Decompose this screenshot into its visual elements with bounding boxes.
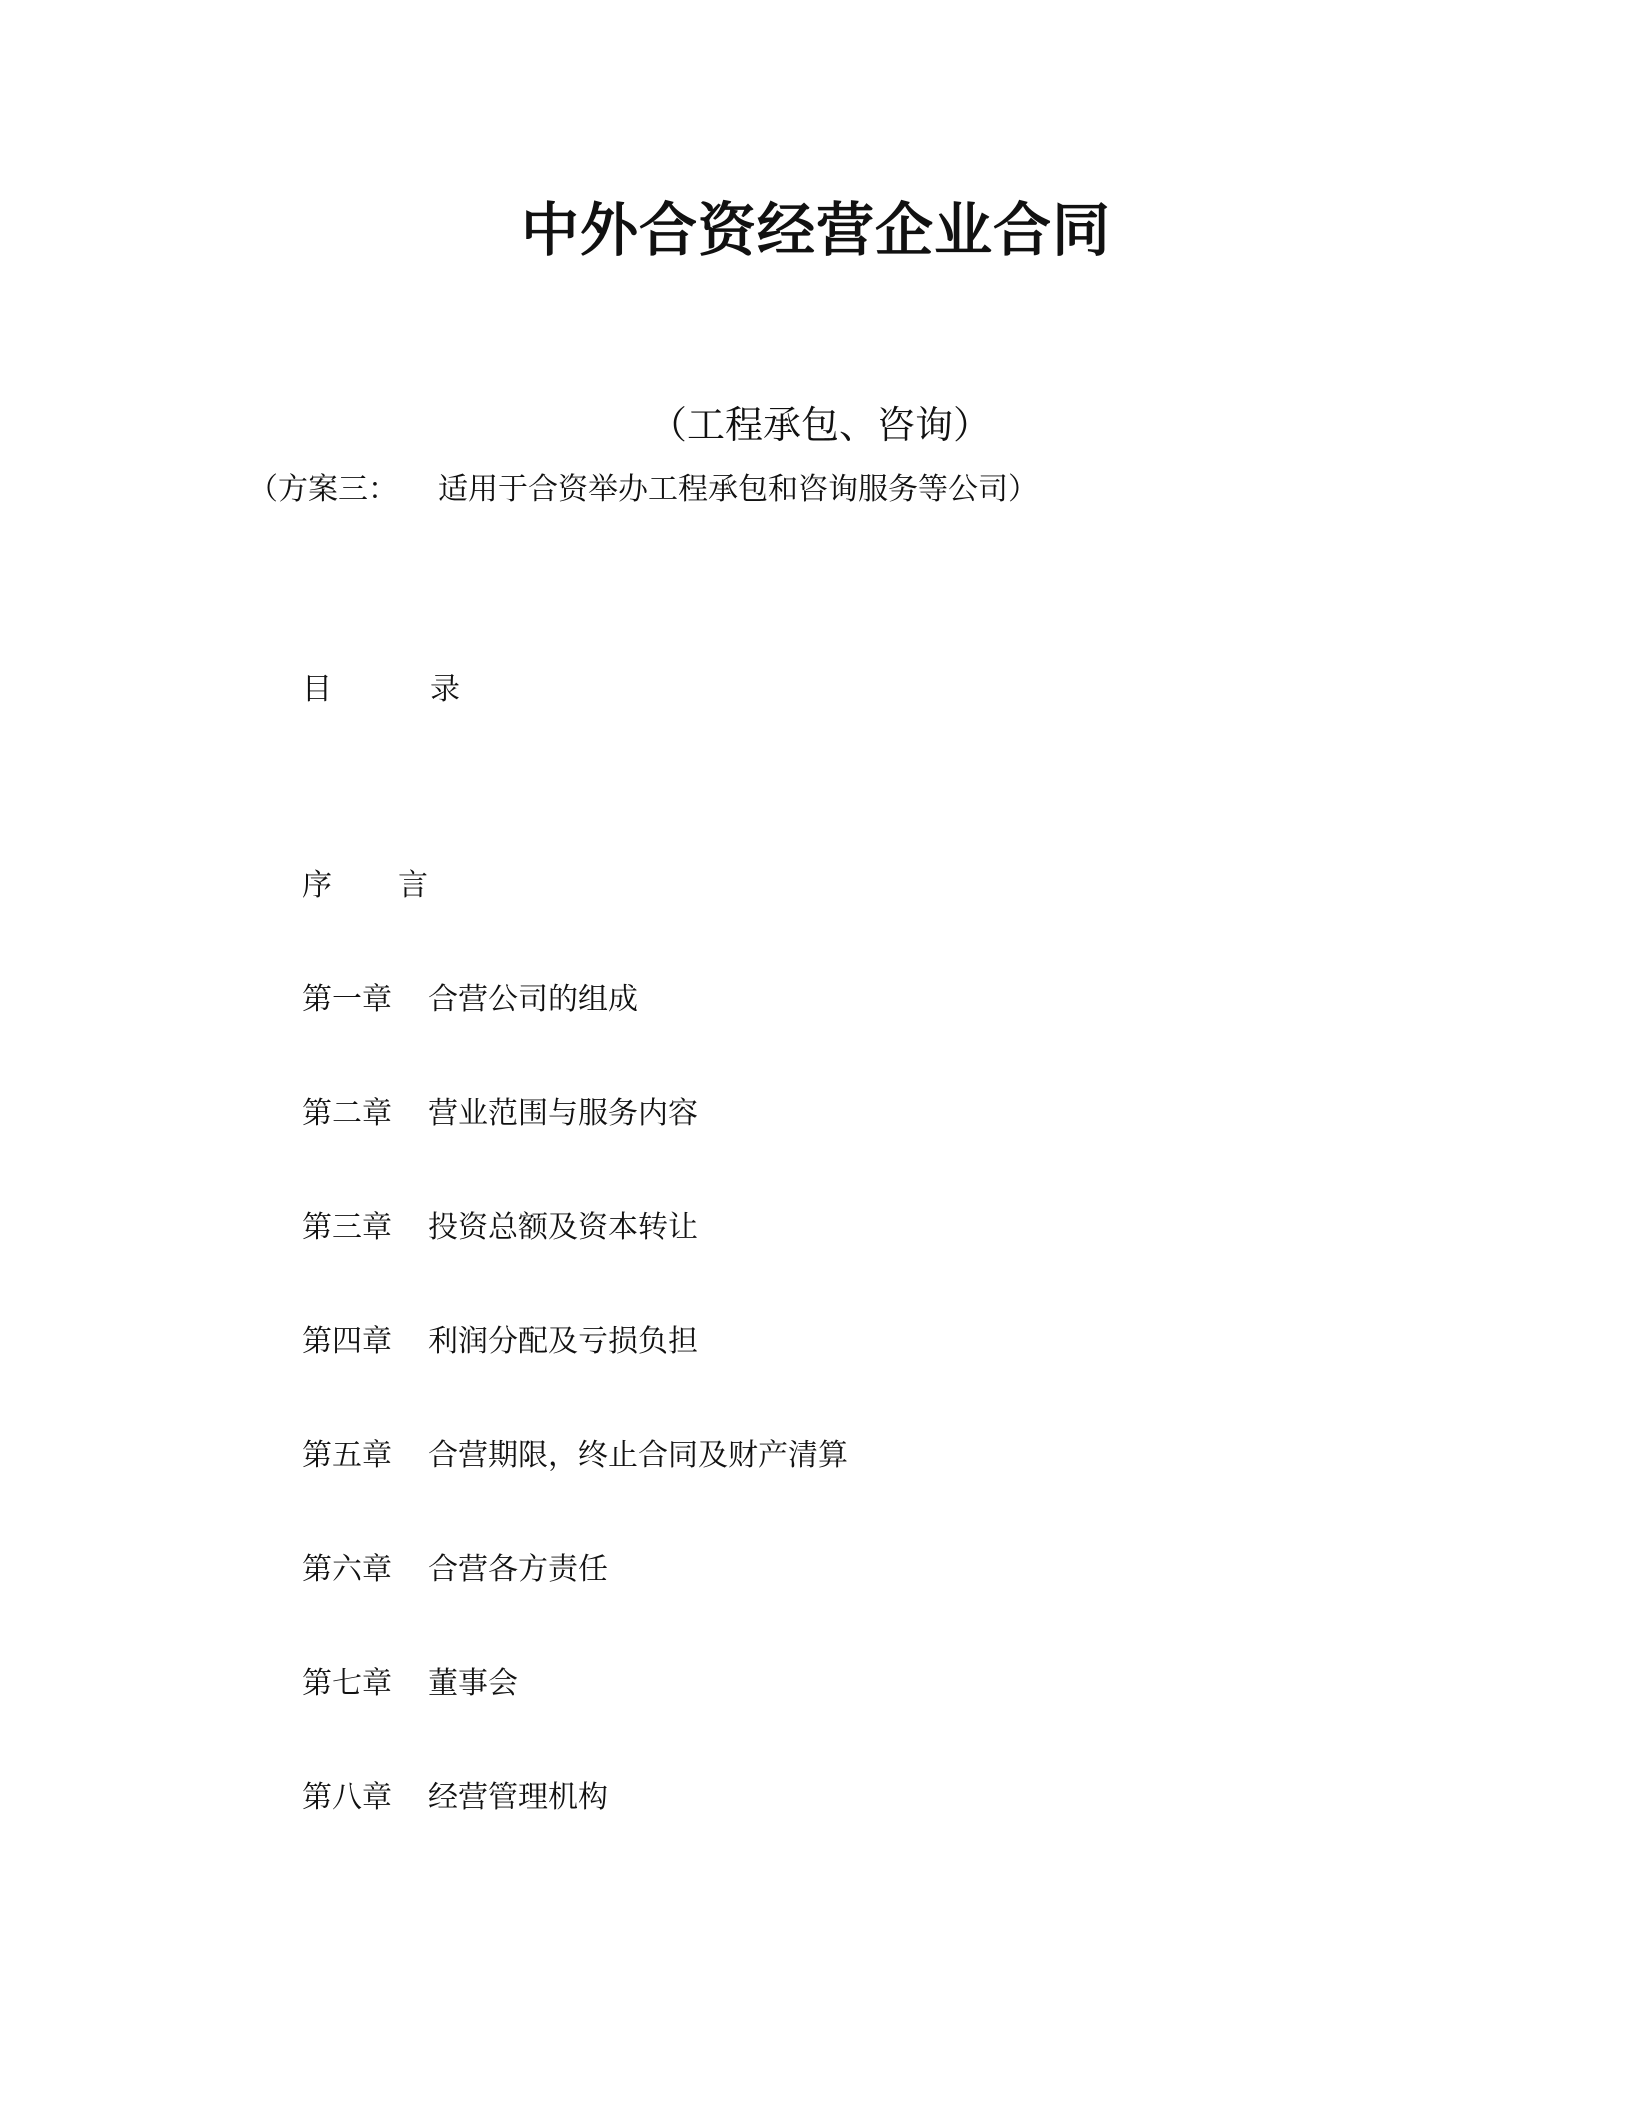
chapter-title: 合营期限，终止合同及财产清算 <box>428 1438 848 1473</box>
chapter-title: 合营各方责任 <box>428 1552 608 1587</box>
toc-heading-left: 目 <box>302 672 332 707</box>
chapter-title: 利润分配及亏损负担 <box>428 1324 698 1359</box>
chapter-number: 第一章 <box>302 982 392 1017</box>
preface-right: 言 <box>398 868 428 903</box>
toc-item-chapter-8 <box>302 1778 608 1818</box>
toc-heading-right: 录 <box>430 672 460 707</box>
chapter-number: 第八章 <box>302 1780 392 1815</box>
scheme-note <box>248 470 1038 510</box>
chapter-title: 营业范围与服务内容 <box>428 1096 698 1131</box>
chapter-number: 第五章 <box>302 1438 392 1473</box>
toc-item-chapter-1 <box>302 980 638 1020</box>
document-subtitle: （工程承包、咨询） <box>648 403 991 447</box>
toc-heading <box>302 670 460 710</box>
chapter-number: 第三章 <box>302 1210 392 1245</box>
toc-item-chapter-5 <box>302 1436 848 1476</box>
toc-item-chapter-7 <box>302 1664 518 1704</box>
chapter-title: 投资总额及资本转让 <box>428 1210 698 1245</box>
chapter-title: 经营管理机构 <box>428 1780 608 1815</box>
scheme-text: 适用于合资举办工程承包和咨询服务等公司） <box>438 472 1038 507</box>
chapter-number: 第二章 <box>302 1096 392 1131</box>
preface-left: 序 <box>302 868 332 903</box>
chapter-title: 合营公司的组成 <box>428 982 638 1017</box>
toc-item-chapter-4 <box>302 1322 698 1362</box>
chapter-title: 董事会 <box>428 1666 518 1701</box>
document-title: 中外合资经营企业合同 <box>520 196 1111 264</box>
chapter-number: 第六章 <box>302 1552 392 1587</box>
toc-item-chapter-3 <box>302 1208 698 1248</box>
toc-item-preface <box>302 866 428 906</box>
toc-item-chapter-6 <box>302 1550 608 1590</box>
toc-item-chapter-2 <box>302 1094 698 1134</box>
chapter-number: 第四章 <box>302 1324 392 1359</box>
chapter-number: 第七章 <box>302 1666 392 1701</box>
scheme-label: （方案三： <box>248 472 398 507</box>
